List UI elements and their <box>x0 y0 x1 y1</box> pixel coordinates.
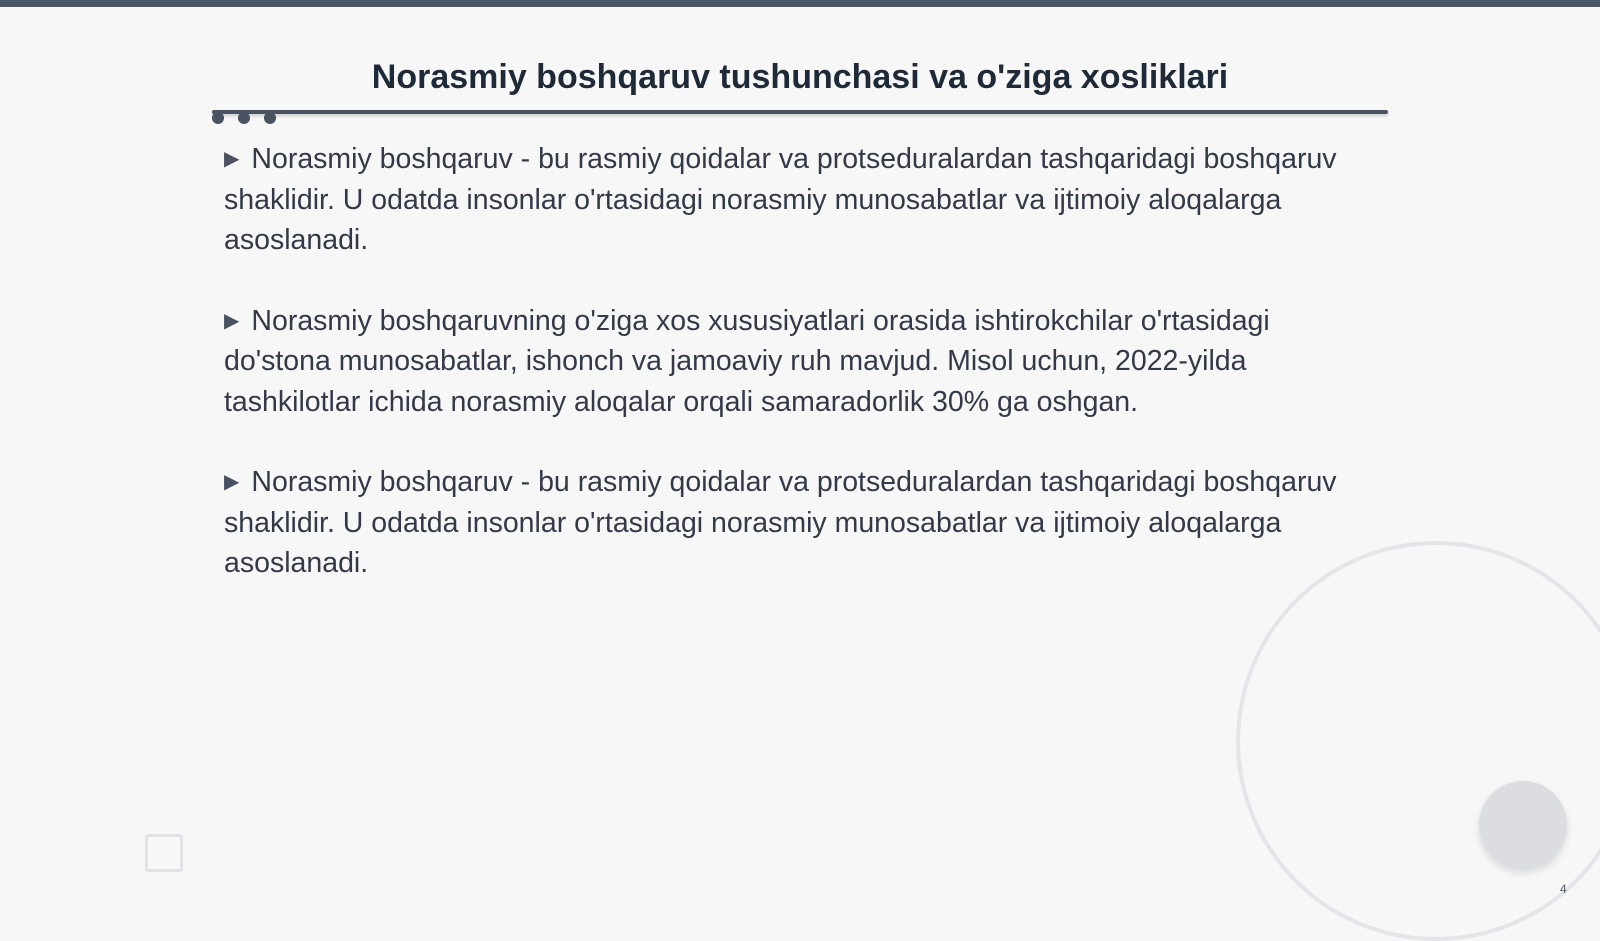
bullet-arrow-icon: ▶ <box>224 148 240 170</box>
top-accent-bar <box>0 0 1600 7</box>
bullet-text: Norasmiy boshqaruv - bu rasmiy qoidalar va protseduralardan tashqaridagi boshqaruv shaklidir. U odatda insonlar o'rtasidagi norasmiy munosabatlar va ijtimoiy aloqalarga asoslanadi. <box>224 466 1337 579</box>
slide-number: 4 <box>1560 882 1567 896</box>
slide-title: Norasmiy boshqaruv tushunchasi va o'ziga xosliklari <box>371 58 1229 96</box>
bullet-arrow-icon: ▶ <box>224 471 240 493</box>
bullet-item-1 <box>224 139 1374 261</box>
bullet-arrow-icon: ▶ <box>224 309 240 332</box>
decorative-square <box>145 834 183 872</box>
decorative-dot <box>264 112 276 124</box>
bullet-item-3 <box>224 462 1374 584</box>
bullet-text: Norasmiy boshqaruvning o'ziga xos xususiyatlari orasida ishtirokchilar o'rtasidagi do'stona munosabatlar, ishonch va jamoaviy ruh mavjud. Misol uchun, 2022-yilda tashkilotlar ichida norasmiy aloqalar orqali samaradorlik 30% ga oshgan. <box>224 304 1270 418</box>
decorative-dot <box>212 112 224 124</box>
bullet-text: Norasmiy boshqaruv - bu rasmiy qoidalar va protseduralardan tashqaridagi boshqaruv shaklidir. U odatda insonlar o'rtasidagi norasmiy munosabatlar va ijtimoiy aloqalarga asoslanadi. <box>224 143 1337 256</box>
decorative-dot <box>238 112 250 124</box>
decorative-circle-filled <box>1479 781 1567 869</box>
title-underline <box>212 110 1388 114</box>
bullet-list <box>224 139 1374 624</box>
bullet-item-2 <box>224 301 1374 423</box>
